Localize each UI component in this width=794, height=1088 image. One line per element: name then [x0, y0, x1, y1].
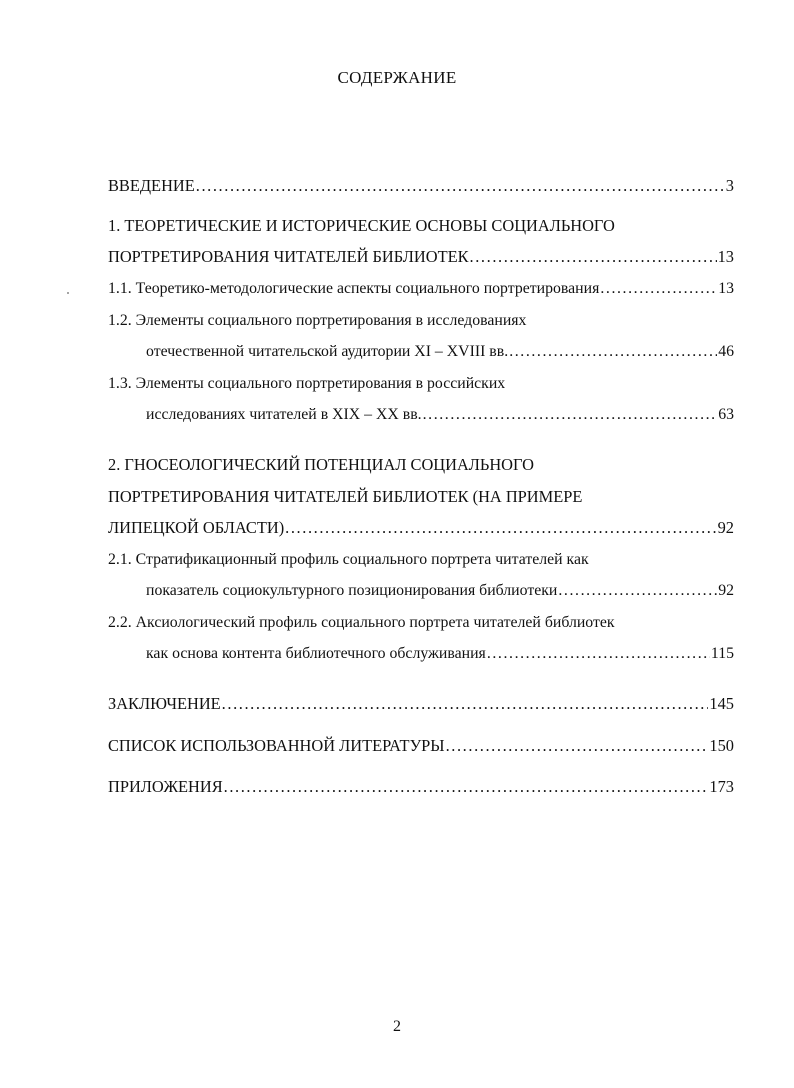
dot-leader	[487, 642, 710, 666]
dot-leader	[196, 174, 725, 198]
toc-page-number: 173	[709, 777, 734, 796]
toc-entry-label: ПОРТРЕТИРОВАНИЯ ЧИТАТЕЛЕЙ БИБЛИОТЕК	[108, 247, 469, 266]
toc-entry-label: СПИСОК ИСПОЛЬЗОВАННОЙ ЛИТЕРАТУРЫ	[108, 736, 445, 755]
toc-page-number: 150	[709, 736, 734, 755]
toc-page-number: 13	[717, 247, 734, 266]
toc-section-2-1[interactable]	[146, 579, 734, 603]
toc-entry-label: ПРИЛОЖЕНИЯ	[108, 777, 223, 796]
toc-section-1-3[interactable]	[146, 403, 734, 427]
dot-leader	[446, 734, 709, 758]
toc-entry-label: исследованиях читателей в XIX – XX вв.	[146, 406, 422, 423]
toc-chapter-2-line-1[interactable]: 2. ГНОСЕОЛОГИЧЕСКИЙ ПОТЕНЦИАЛ СОЦИАЛЬНОГО	[108, 455, 534, 474]
dot-leader	[600, 277, 717, 301]
toc-entry-label: 1.1. Теоретико-методологические аспекты социального портретирования	[108, 280, 600, 297]
toc-chapter-1[interactable]	[108, 245, 734, 269]
toc-chapter-2-line-2[interactable]: ПОРТРЕТИРОВАНИЯ ЧИТАТЕЛЕЙ БИБЛИОТЕК (НА ПРИМЕРЕ	[108, 487, 583, 506]
toc-section-2-2-line-1[interactable]: 2.2. Аксиологический профиль социального портрета читателей библиотек	[108, 614, 615, 631]
dot-leader	[558, 579, 717, 603]
toc-entry-label: ЛИПЕЦКОЙ ОБЛАСТИ)	[108, 518, 285, 537]
toc-page-number: 13	[718, 280, 734, 297]
dot-leader	[285, 516, 716, 540]
toc-entry-label: показатель социокультурного позиционирования библиотеки	[146, 582, 558, 599]
toc-section-2-1-line-1[interactable]: 2.1. Стратификационный профиль социального портрета читателей как	[108, 551, 589, 568]
toc-entry-references[interactable]	[108, 734, 734, 758]
toc-page-number: 3	[725, 176, 734, 195]
toc-page-number: 92	[717, 518, 734, 537]
toc-section-1-1[interactable]	[108, 277, 734, 301]
toc-section-1-2[interactable]	[146, 340, 734, 364]
toc-entry-label: отечественной читательской аудитории XI – XVIII вв.	[146, 343, 509, 360]
toc-entry-appendix[interactable]	[108, 775, 734, 799]
dot-leader	[470, 245, 717, 269]
toc-page-number: 115	[710, 645, 734, 662]
toc-page-number: 92	[718, 582, 734, 599]
dot-leader	[423, 403, 718, 427]
toc-page-number: 145	[709, 694, 734, 713]
toc-chapter-2[interactable]	[108, 516, 734, 540]
toc-section-1-3-line-1[interactable]: 1.3. Элементы социального портретирования в российских	[108, 375, 506, 392]
dot-leader	[509, 340, 717, 364]
toc-entry-label: ВВЕДЕНИЕ	[108, 176, 195, 195]
scan-speck	[67, 292, 69, 294]
toc-section-1-2-line-1[interactable]: 1.2. Элементы социального портретирования в исследованиях	[108, 312, 527, 329]
toc-entry-label: ЗАКЛЮЧЕНИЕ	[108, 694, 221, 713]
toc-entry-label: как основа контента библиотечного обслуживания	[146, 645, 486, 662]
dot-leader	[222, 692, 709, 716]
toc-page-number: 46	[718, 343, 734, 360]
toc-entry-intro[interactable]	[108, 174, 734, 198]
dot-leader	[224, 775, 709, 799]
toc-section-2-2[interactable]	[146, 642, 734, 666]
toc-entry-conclusion[interactable]	[108, 692, 734, 716]
toc-chapter-1-line-1[interactable]: 1. ТЕОРЕТИЧЕСКИЕ И ИСТОРИЧЕСКИЕ ОСНОВЫ СОЦИАЛЬНОГО	[108, 216, 615, 235]
toc-page-number: 63	[718, 406, 734, 423]
page-number: 2	[393, 1018, 401, 1035]
page-title: СОДЕРЖАНИЕ	[337, 68, 457, 87]
